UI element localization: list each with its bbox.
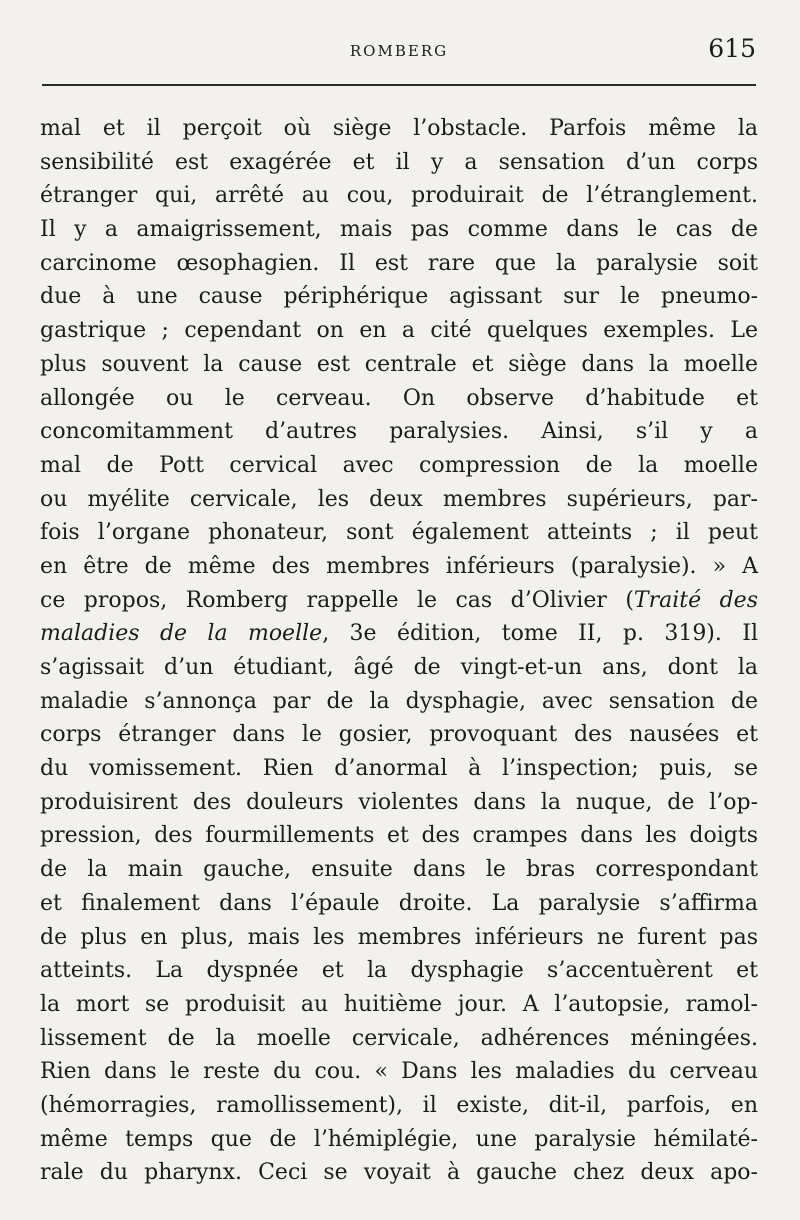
text-line: de la main gauche, ensuite dans le bras correspondant bbox=[40, 857, 758, 883]
text-line: due à une cause périphérique agissant sur le pneumo- bbox=[40, 284, 758, 310]
citation-lead: ce propos, Romberg rappelle le cas d’Olivier ( bbox=[40, 587, 634, 613]
page-number: 615 bbox=[708, 34, 756, 63]
text-line: la mort se produisit au huitième jour. A l’autopsie, ramol- bbox=[40, 991, 758, 1017]
text-line: fois l’organe phonateur, sont également atteints ; il peut bbox=[40, 520, 758, 546]
citation-title-part1: Traité des bbox=[633, 587, 758, 613]
text-line: allongée ou le cerveau. On observe d’habitude et bbox=[40, 385, 758, 411]
text-line: atteints. La dyspnée et la dysphagie s’accentuèrent et bbox=[40, 958, 758, 984]
citation-rest: , 3e édition, tome II, p. 319). Il bbox=[322, 621, 758, 647]
text-line: gastrique ; cependant on en a cité quelques exemples. Le bbox=[40, 318, 758, 344]
text-line: de plus en plus, mais les membres inférieurs ne furent pas bbox=[40, 924, 758, 950]
page-header bbox=[42, 34, 756, 68]
running-head: ROMBERG bbox=[349, 42, 449, 60]
text-line: lissement de la moelle cervicale, adhérences méningées. bbox=[40, 1025, 758, 1051]
text-line: Il y a amaigrissement, mais pas comme dans le cas de bbox=[40, 217, 758, 243]
text-line: mal et il perçoit où siège l’obstacle. Parfois même la bbox=[40, 116, 758, 141]
text-line: ou myélite cervicale, les deux membres supérieurs, par- bbox=[40, 486, 758, 512]
text-line: et finalement dans l’épaule droite. La paralysie s’affirma bbox=[40, 890, 758, 916]
text-line: Rien dans le reste du cou. « Dans les maladies du cerveau bbox=[40, 1059, 758, 1085]
text-line: sensibilité est exagérée et il y a sensation d’un corps bbox=[40, 149, 758, 175]
text-line: plus souvent la cause est centrale et siège dans la moelle bbox=[40, 351, 758, 377]
text-line: carcinome œsophagien. Il est rare que la paralysie soit bbox=[40, 250, 758, 276]
text-line: corps étranger dans le gosier, provoquant des nausées et bbox=[40, 722, 758, 748]
text-line: rale du pharynx. Ceci se voyait à gauche chez deux apo- bbox=[40, 1160, 758, 1186]
text-line: en être de même des membres inférieurs (paralysie). » A bbox=[40, 553, 758, 579]
text-line: étranger qui, arrêté au cou, produirait de l’étranglement. bbox=[40, 183, 758, 209]
text-line: du vomissement. Rien d’anormal à l’inspection; puis, se bbox=[40, 756, 758, 782]
text-line: (hémorragies, ramollissement), il existe, dit-il, parfois, en bbox=[40, 1092, 758, 1118]
text-line: même temps que de l’hémiplégie, une paralysie hémilaté- bbox=[40, 1126, 758, 1152]
citation-title-part2: maladies de la moelle bbox=[40, 621, 323, 647]
text-line-citation-end bbox=[40, 617, 758, 651]
text-line: s’agissait d’un étudiant, âgé de vingt-et-un ans, dont la bbox=[40, 655, 758, 680]
text-line: produisirent des douleurs violentes dans la nuque, de l’op- bbox=[40, 789, 758, 815]
text-line-citation-start bbox=[40, 584, 758, 618]
text-line: mal de Pott cervical avec compression de la moelle bbox=[40, 452, 758, 478]
text-line: maladie s’annonça par de la dysphagie, avec sensation de bbox=[40, 688, 758, 714]
header-rule bbox=[42, 84, 756, 86]
text-line: pression, des fourmillements et des crampes dans les doigts bbox=[40, 823, 758, 849]
body-text bbox=[40, 112, 758, 1190]
text-line: concomitamment d’autres paralysies. Ainsi, s’il y a bbox=[40, 419, 758, 445]
